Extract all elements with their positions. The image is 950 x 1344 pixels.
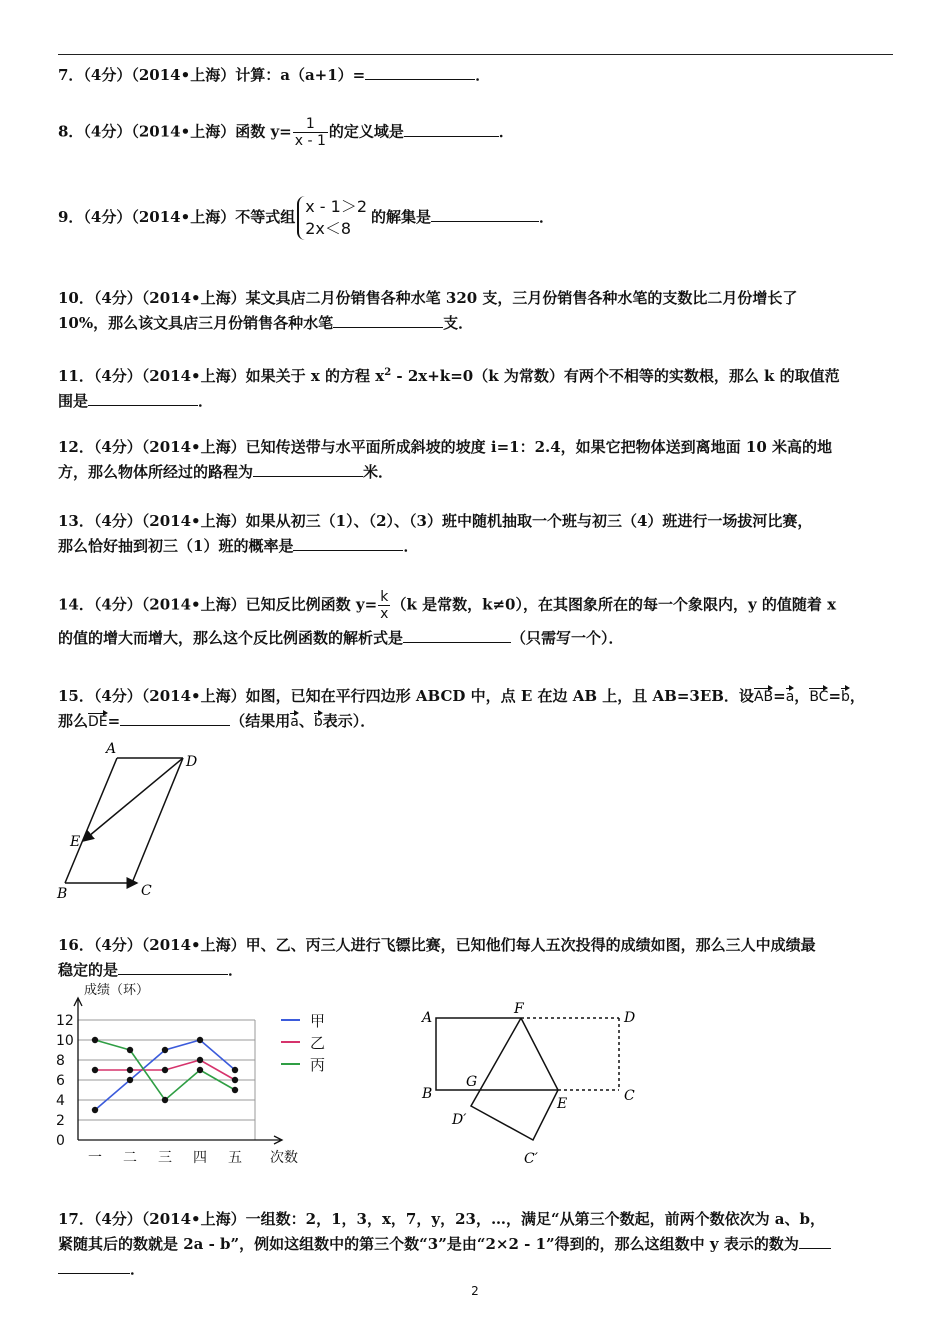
question-head: 9．（4分）（2014•上海） xyxy=(58,208,236,226)
answer-blank[interactable] xyxy=(431,206,539,222)
vector-b: b xyxy=(841,685,850,705)
vector-a: a xyxy=(786,685,795,705)
y-axis-label: 成绩（环） xyxy=(84,983,150,998)
vector-a-ref: a xyxy=(290,710,299,730)
page-number: 2 xyxy=(471,1284,479,1298)
question-8: 8．（4分）（2014•上海）函数 y= $\frac{1}{x - 1}$ 的定义域是 ． xyxy=(58,116,514,149)
label-d: D xyxy=(186,754,198,770)
parallelogram-abcd xyxy=(65,758,183,883)
inequality-system: x - 1＞2 2x＜8 xyxy=(297,196,367,240)
data-point xyxy=(162,1097,168,1103)
data-point xyxy=(162,1067,168,1073)
x-tick-label: 三 xyxy=(158,1150,172,1166)
data-point xyxy=(92,1107,98,1113)
y-tick-label: 8 xyxy=(56,1053,65,1069)
question-11: 11．（4分）（2014•上海）如果关于 x 的方程 $x^2 - 2x+k=0(k$ 为常数）有两个不相等的实数根，那么 k 的取值范 围是 ． xyxy=(58,367,840,410)
label-a: A xyxy=(106,741,117,757)
question-head: 15．（4分）（2014•上海） xyxy=(58,687,246,705)
data-point xyxy=(92,1067,98,1073)
answer-blank[interactable] xyxy=(403,627,511,643)
data-point xyxy=(127,1077,133,1083)
data-point xyxy=(127,1067,133,1073)
y-tick-label: 2 xyxy=(56,1113,65,1129)
question-head: 8．（4分）（2014•上海） xyxy=(58,122,236,141)
label-a: A xyxy=(422,1010,433,1026)
x-tick-label: 四 xyxy=(193,1150,207,1166)
answer-blank[interactable] xyxy=(253,461,363,477)
label-c: C xyxy=(624,1088,635,1104)
folded-part xyxy=(471,1018,558,1140)
question-13: 13．（4分）（2014•上海）如果从初三（1）、（2）、（3）班中随机抽取一个班与初三（4）班进行一场拔河比赛， 那么恰好抽到初三（1）班的概率是 ． xyxy=(58,512,813,555)
data-point xyxy=(92,1037,98,1043)
label-b: B xyxy=(57,886,68,902)
question-head: 10．（4分）（2014•上海） xyxy=(58,289,246,307)
legend-label: 丙 xyxy=(310,1056,326,1074)
data-point xyxy=(232,1067,238,1073)
data-point xyxy=(197,1037,203,1043)
y-tick-label: 12 xyxy=(56,1013,74,1029)
question-16: 16．（4分）（2014•上海）甲、乙、丙三人进行飞镖比赛，已知他们每人五次投得的成绩如图，那么三人中成绩最 稳定的是 ． xyxy=(58,936,816,979)
fraction: $\frac{1}{x - 1}$ xyxy=(294,116,326,149)
answer-blank[interactable] xyxy=(293,535,403,551)
x-tick-label: 一 xyxy=(88,1150,102,1166)
legend-label: 乙 xyxy=(310,1034,326,1052)
edge-dc xyxy=(132,758,183,883)
header-rule xyxy=(58,54,893,55)
data-point xyxy=(127,1047,133,1053)
label-d: D xyxy=(624,1010,636,1026)
y-tick-label: 0 xyxy=(56,1133,65,1149)
question-12: 12．（4分）（2014•上海）已知传送带与水平面所成斜坡的坡度 i=1：2.4，如果它把物体送到离地面 10 米高的地 方，那么物体所经过的路程为 米． xyxy=(58,438,833,481)
question-head: 14．（4分）（2014•上海） xyxy=(58,595,246,614)
answer-blank-part[interactable] xyxy=(799,1233,831,1249)
fraction: $\frac{k}{x}$ xyxy=(380,589,389,622)
x-axis-label: 次数 xyxy=(270,1150,298,1166)
x-tick-label: 五 xyxy=(228,1150,242,1166)
data-point xyxy=(232,1077,238,1083)
label-f: F xyxy=(514,1001,524,1017)
vector-de: DE xyxy=(88,710,108,730)
question-head: 16．（4分）（2014•上海） xyxy=(58,936,246,954)
data-point xyxy=(197,1067,203,1073)
question-head: 11．（4分）（2014•上海） xyxy=(58,367,246,385)
label-e: E xyxy=(70,834,81,850)
question-7: 7．（4分）（2014•上海）计算：a（a+1）= ． xyxy=(58,66,491,84)
y-tick-label: 4 xyxy=(56,1093,65,1109)
answer-blank[interactable] xyxy=(120,710,230,726)
data-point xyxy=(197,1057,203,1063)
vector-b-ref: b xyxy=(314,710,323,730)
vector-bc: BC xyxy=(809,685,828,705)
question-head: 7．（4分）（2014•上海） xyxy=(58,66,236,84)
answer-blank[interactable] xyxy=(58,1258,130,1274)
question-head: 17．（4分）（2014•上海） xyxy=(58,1210,246,1228)
label-c-prime: C′ xyxy=(524,1151,538,1167)
edge-ba xyxy=(65,758,117,883)
label-b: B xyxy=(422,1086,433,1102)
question-9: 9．（4分）（2014•上海）不等式组 x - 1＞2 2x＜8 的解集是 ． xyxy=(58,197,555,238)
x-tick-label: 二 xyxy=(123,1150,137,1166)
rect-left-part xyxy=(436,1018,521,1090)
label-e: E xyxy=(557,1096,568,1112)
legend-label: 甲 xyxy=(310,1012,326,1030)
question-14: 14．（4分）（2014•上海）已知反比例函数 y= $\frac{k}{x}$ （k 是常数，k≠0），在其图象所在的每一个象限内，y 的值随着 x 的值的增大而增大，那么这个反比例函数的解析式是 （只需写一个）． xyxy=(58,589,837,647)
vector-ab: AB xyxy=(754,685,773,705)
y-tick-label: 10 xyxy=(56,1033,74,1049)
y-tick-label: 6 xyxy=(56,1073,65,1089)
answer-blank[interactable] xyxy=(365,64,475,80)
question-10: 10．（4分）（2014•上海）某文具店二月份销售各种水笔 320 支，三月份销售各种水笔的支数比二月份增长了 10%，那么该文具店三月份销售各种水笔 支． xyxy=(58,289,798,332)
answer-blank[interactable] xyxy=(118,959,228,975)
vector-de-arrow xyxy=(83,758,183,841)
folded-rectangle-figure xyxy=(415,1000,655,1170)
question-15: 15．（4分）（2014•上海）如图，已知在平行四边形 ABCD 中，点 E 在边 AB 上，且 AB=3EB．设AB=a，BC=b， 那么DE= （结果用a、b表示）． xyxy=(58,687,865,730)
label-d-prime: D′ xyxy=(452,1112,467,1128)
parallelogram-figure xyxy=(50,738,220,903)
question-17: 17．（4分）（2014•上海）一组数：2，1，3，x，7，y，23，…，满足“从第三个数起，前两个数依次为 a、b， 紧随其后的数就是 2a - b”，例如这组数中的第三个数“3”是由“2×2 - 1”得到的，那么这组数中 y 表示的数为 ． xyxy=(58,1207,898,1282)
answer-blank[interactable] xyxy=(88,390,198,406)
question-head: 13．（4分）（2014•上海） xyxy=(58,512,246,530)
answer-blank[interactable] xyxy=(333,312,443,328)
label-g: G xyxy=(466,1074,478,1090)
question-head: 12．（4分）（2014•上海） xyxy=(58,438,246,456)
data-point xyxy=(162,1047,168,1053)
label-c: C xyxy=(141,883,152,899)
data-point xyxy=(232,1087,238,1093)
question-text: 计算：a（a+1）= xyxy=(235,66,366,84)
answer-blank[interactable] xyxy=(404,121,499,137)
score-line-chart xyxy=(50,980,360,1170)
